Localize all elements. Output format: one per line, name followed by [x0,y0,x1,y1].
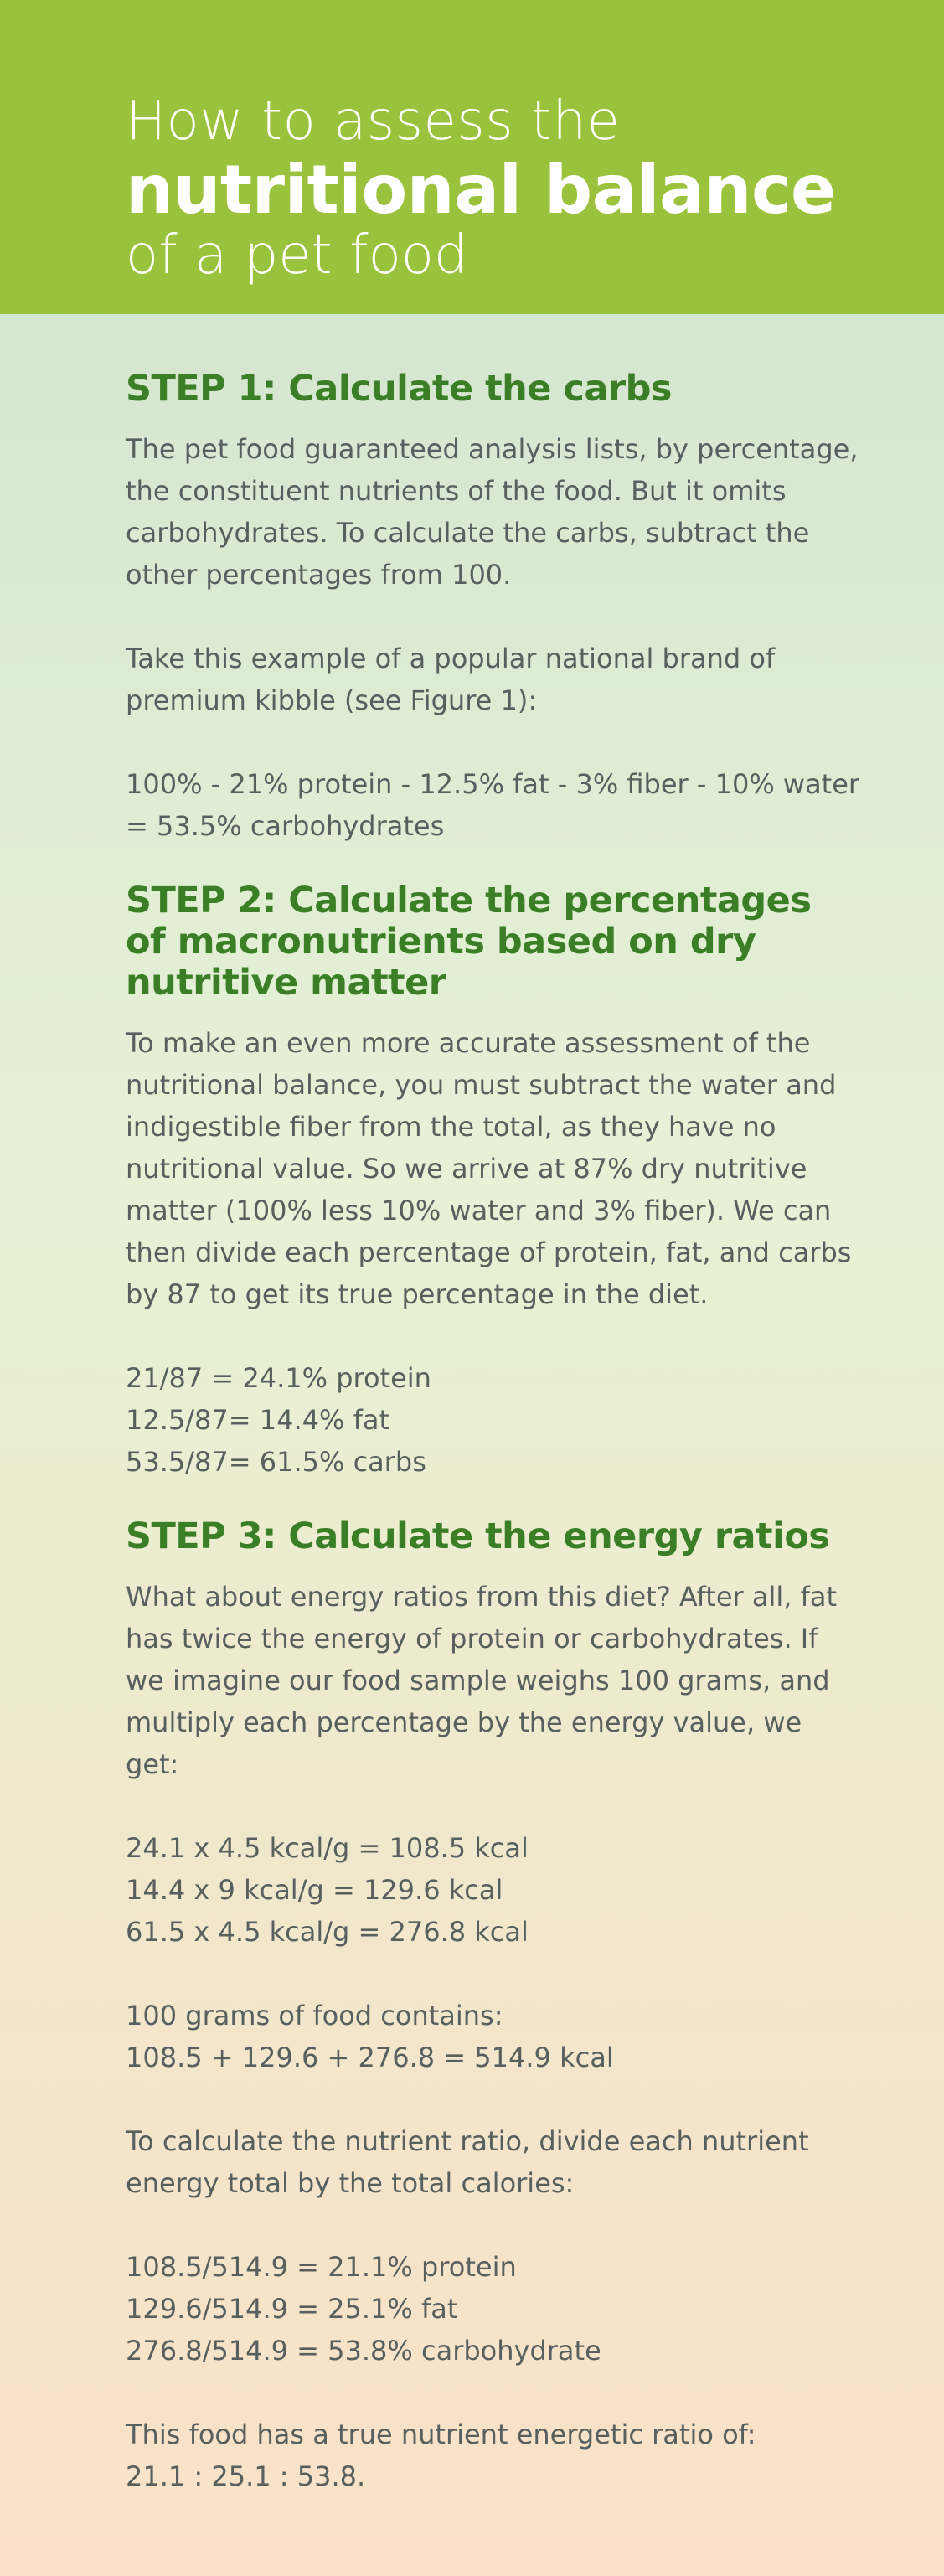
step-2-section [126,880,863,1483]
step-1-section [126,369,863,847]
step-2-title [126,880,863,1004]
step-2-calc-line-1: 21/87 = 24.1% protein [126,1362,431,1394]
step-2-calc-line-2: 12.5/87= 14.4% fat [126,1404,389,1436]
step-1-paragraph-1: The pet food guaranteed analysis lists, by percentage, the constituent nutrients of the food. But it omits carbohydrates. To calculate the carbs, subtract the other percentages from 100. [126,433,859,591]
step-1-title: STEP 1: Calculate the carbs [126,368,672,410]
step-2-title-line-3: nutritive matter [126,962,446,1004]
step-3-conclusion-line-2: 21.1 : 25.1 : 53.8. [126,2460,366,2492]
step-2-paragraph-1: To make an even more accurate assessment of the nutritional balance, you must subtract the water and indigestible fiber from the total, as they have no nutritional value. So we arrive at 87% dry nutritive matter (100% less 10% water and 3% fiber). We can then divide each percentage of protein, fat, and carbs by 87 to get its true percentage in the diet. [126,1027,852,1310]
header-title-line-1: How to assess the [126,90,621,152]
header-title-line-3: of a pet food [126,225,468,287]
step-3-ratio-line-3: 276.8/514.9 = 53.8% carbohydrate [126,2335,601,2367]
step-3-energy-line-3: 61.5 x 4.5 kcal/g = 276.8 kcal [126,1916,529,1948]
step-2-title-line-2: of macronutrients based on dry [126,921,756,963]
step-1-paragraph-2: Take this example of a popular national brand of premium kibble (see Figure 1): [126,643,776,716]
step-2-title-line-1: STEP 2: Calculate the percentages [126,880,812,921]
step-3-title: STEP 3: Calculate the energy ratios [126,1515,830,1557]
header-banner [0,0,944,314]
step-3-ratio-line-1: 108.5/514.9 = 21.1% protein [126,2251,517,2283]
step-3-paragraph-2: To calculate the nutrient ratio, divide each nutrient energy total by the total calories: [126,2125,809,2199]
step-1-equation-line-1: 100% - 21% protein - 12.5% fat - 3% fiber - 10% water [126,768,860,800]
step-3-conclusion-line-1: This food has a true nutrient energetic ratio of: [126,2419,756,2450]
step-1-equation-line-2: = 53.5% carbohydrates [126,810,445,842]
article-body [126,369,863,2497]
step-3-section [126,1516,863,2497]
step-3-total-line-2: 108.5 + 129.6 + 276.8 = 514.9 kcal [126,2042,614,2073]
step-3-ratio-line-2: 129.6/514.9 = 25.1% fat [126,2293,458,2325]
step-3-paragraph-1: What about energy ratios from this diet? After all, fat has twice the energy of protein or carbohydrates. If we imagine our food sample weighs 100 grams, and multiply each percentage by the energy value, we get: [126,1581,838,1780]
step-3-total-line-1: 100 grams of food contains: [126,2000,503,2031]
step-3-energy-line-1: 24.1 x 4.5 kcal/g = 108.5 kcal [126,1832,529,1864]
step-3-energy-line-2: 14.4 x 9 kcal/g = 129.6 kcal [126,1874,503,1906]
header-title-line-2: nutritional balance [126,151,836,229]
step-2-calc-line-3: 53.5/87= 61.5% carbs [126,1446,426,1478]
